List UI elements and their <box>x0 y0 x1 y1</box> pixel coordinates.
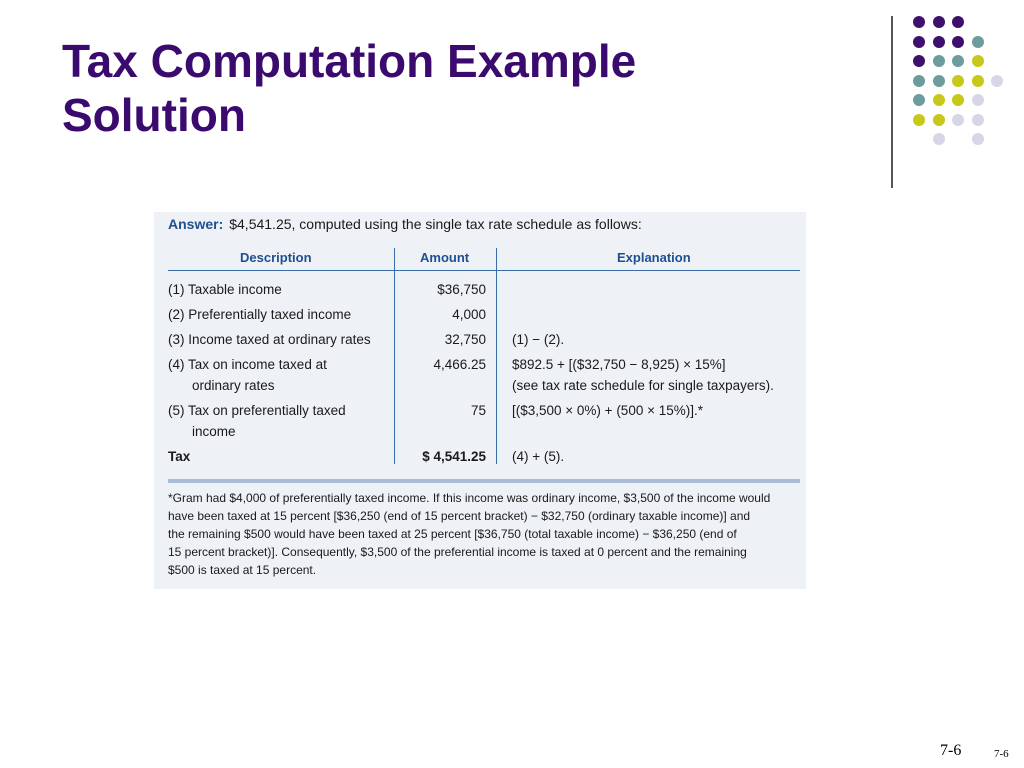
decorative-dot <box>952 16 964 28</box>
slide-title <box>62 34 636 142</box>
decorative-dot <box>952 114 964 126</box>
column-separator <box>496 248 497 464</box>
decorative-dot <box>952 36 964 48</box>
decorative-dot <box>913 55 925 67</box>
table-row-explanation: [($3,500 × 0%) + (500 × 15%)].* <box>512 403 703 418</box>
footnote <box>168 489 800 579</box>
decorative-dot <box>933 55 945 67</box>
decorative-dot <box>913 16 925 28</box>
footnote-line: the remaining $500 would have been taxed at 25 percent [$36,750 (total taxable income) − $36,250 (end of <box>168 527 737 541</box>
page-number: 7-6 <box>940 742 962 759</box>
table-row-amount: 4,000 <box>452 307 486 322</box>
decorative-dot <box>991 75 1003 87</box>
decorative-dot <box>913 75 925 87</box>
decorative-dot <box>933 16 945 28</box>
column-header-explanation: Explanation <box>617 250 691 265</box>
table-row-total-label: Tax <box>168 449 191 464</box>
slide-title-line-2: Solution <box>62 89 246 141</box>
decorative-dot <box>972 94 984 106</box>
decorative-dot <box>952 75 964 87</box>
table-row-description: (2) Preferentially taxed income <box>168 307 352 322</box>
decorative-dot <box>913 36 925 48</box>
table-row-explanation: $892.5 + [($32,750 − 8,925) × 15%] <box>512 357 726 372</box>
table-row-amount: 32,750 <box>444 332 486 347</box>
decorative-dot <box>913 114 925 126</box>
decorative-dot <box>952 94 964 106</box>
table-row-explanation-cont: (see tax rate schedule for single taxpayers). <box>512 378 774 393</box>
table-row-description: (4) Tax on income taxed at <box>168 357 327 372</box>
table-row-description: (5) Tax on preferentially taxed <box>168 403 346 418</box>
decorative-dot <box>933 114 945 126</box>
decorative-dot <box>972 75 984 87</box>
decorative-dot <box>933 36 945 48</box>
answer-text: $4,541.25, computed using the single tax rate schedule as follows: <box>229 216 642 232</box>
footnote-line: have been taxed at 15 percent [$36,250 (end of 15 percent bracket) − $32,750 (ordinary taxable income)] and <box>168 509 751 523</box>
footnote-divider <box>168 479 800 483</box>
table-row-amount: 75 <box>470 403 486 418</box>
decorative-dot <box>913 94 925 106</box>
column-header-description: Description <box>240 250 312 265</box>
slide-title-line-1: Tax Computation Example <box>62 35 637 87</box>
table-row-total-explanation: (4) + (5). <box>512 449 565 464</box>
footnote-line: 15 percent bracket)]. Consequently, $3,500 of the preferential income is taxed at 0 percent and the remaining <box>168 545 747 559</box>
decorative-dot <box>972 114 984 126</box>
table-row-description-cont: ordinary rates <box>192 378 275 393</box>
table-row-description-cont: income <box>192 424 236 439</box>
table-row-explanation: (1) − (2). <box>512 332 565 347</box>
answer-line <box>168 216 642 232</box>
decorative-vertical-line <box>891 16 893 188</box>
table-row-description: (1) Taxable income <box>168 282 282 297</box>
table-row-description: (3) Income taxed at ordinary rates <box>168 332 371 347</box>
decorative-dot <box>972 133 984 145</box>
tax-solution-panel <box>154 212 806 589</box>
decorative-dot <box>933 133 945 145</box>
decorative-dot <box>972 55 984 67</box>
decorative-dot <box>933 94 945 106</box>
page-number-small: 7-6 <box>994 748 1009 760</box>
decorative-dot <box>933 75 945 87</box>
header-rule <box>168 270 800 271</box>
footnote-line: $500 is taxed at 15 percent. <box>168 563 317 577</box>
table-row-amount: $36,750 <box>437 282 486 297</box>
column-header-amount: Amount <box>420 250 470 265</box>
table-row-total-amount: $ 4,541.25 <box>422 449 486 464</box>
decorative-dot <box>972 36 984 48</box>
answer-label: Answer: <box>168 216 224 232</box>
decorative-dot <box>952 55 964 67</box>
footnote-line: *Gram had $4,000 of preferentially taxed income. If this income was ordinary income, $3,500 of the income would <box>168 491 771 505</box>
table-row-amount: 4,466.25 <box>433 357 486 372</box>
